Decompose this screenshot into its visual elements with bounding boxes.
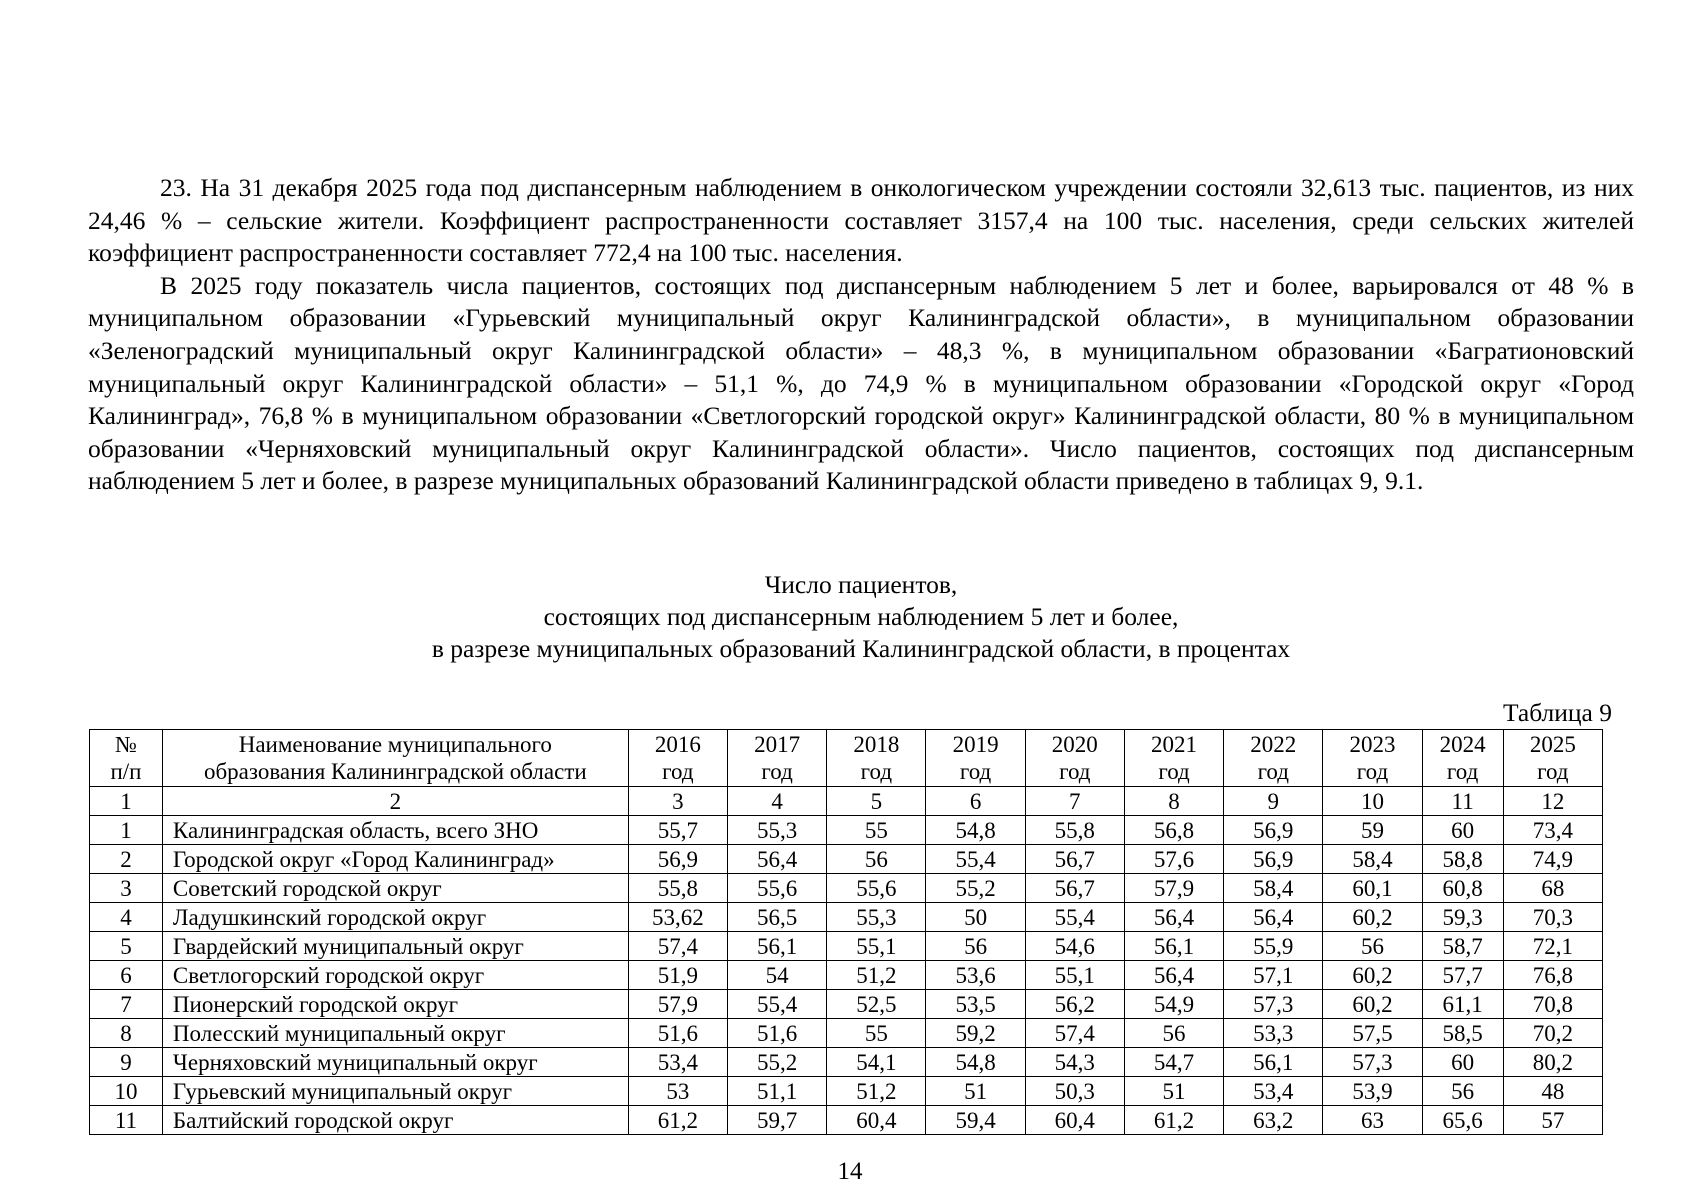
cell-value: 56,2	[1025, 990, 1124, 1019]
header-year-value: 2023	[1349, 732, 1396, 757]
cell-value: 55,2	[926, 874, 1025, 903]
table-title-line-2: состоящих под диспансерным наблюдением 5 лет и более,	[543, 602, 1179, 631]
cell-value: 51	[1124, 1077, 1223, 1106]
cell-value: 60,2	[1323, 903, 1422, 932]
cell-value: 56	[1422, 1077, 1503, 1106]
cell-value: 55	[827, 1019, 926, 1048]
body-text	[88, 172, 1634, 498]
column-number: 5	[827, 787, 926, 816]
cell-value: 55,4	[727, 990, 826, 1019]
table-body	[90, 816, 1603, 1135]
cell-value: 63	[1323, 1106, 1422, 1135]
table-row	[90, 1019, 1603, 1048]
header-year-2017	[727, 730, 826, 787]
row-name: Пионерский городской округ	[162, 990, 628, 1019]
cell-value: 74,9	[1503, 845, 1602, 874]
cell-value: 57,5	[1323, 1019, 1422, 1048]
header-year-value: 2018	[853, 732, 900, 757]
header-year-value: 2022	[1250, 732, 1297, 757]
cell-value: 61,2	[628, 1106, 727, 1135]
cell-value: 58,7	[1422, 932, 1503, 961]
header-year-suffix: год	[959, 759, 992, 784]
cell-value: 80,2	[1503, 1048, 1602, 1077]
cell-value: 53,4	[1224, 1077, 1323, 1106]
cell-value: 56,9	[628, 845, 727, 874]
column-number-row	[90, 787, 1603, 816]
row-number: 2	[90, 845, 163, 874]
table-title-line-3: в разрезе муниципальных образований Калининградской области, в процентах	[431, 634, 1291, 663]
row-name: Ладушкинский городской округ	[162, 903, 628, 932]
header-year-suffix: год	[1537, 759, 1569, 784]
row-name: Светлогорский городской округ	[162, 961, 628, 990]
cell-value: 70,3	[1503, 903, 1602, 932]
cell-value: 56,4	[727, 845, 826, 874]
header-year-2019	[926, 730, 1025, 787]
cell-value: 56,7	[1025, 874, 1124, 903]
cell-value: 54,7	[1124, 1048, 1223, 1077]
cell-value: 57,7	[1422, 961, 1503, 990]
row-number: 1	[90, 816, 163, 845]
cell-value: 50,3	[1025, 1077, 1124, 1106]
table-row	[90, 1048, 1603, 1077]
cell-value: 72,1	[1503, 932, 1602, 961]
header-year-2018	[827, 730, 926, 787]
row-name: Полесский муниципальный округ	[162, 1019, 628, 1048]
header-year-value: 2025	[1529, 732, 1576, 757]
header-number	[90, 730, 163, 787]
header-year-2023	[1323, 730, 1422, 787]
header-year-2021	[1124, 730, 1223, 787]
cell-value: 53,4	[628, 1048, 727, 1077]
table-row	[90, 1106, 1603, 1135]
cell-value: 59,2	[926, 1019, 1025, 1048]
cell-value: 76,8	[1503, 961, 1602, 990]
header-year-2016	[628, 730, 727, 787]
cell-value: 61,2	[1124, 1106, 1223, 1135]
row-name: Гурьевский муниципальный округ	[162, 1077, 628, 1106]
row-name: Черняховский муниципальный округ	[162, 1048, 628, 1077]
column-number: 9	[1224, 787, 1323, 816]
header-year-suffix: год	[1446, 759, 1479, 784]
cell-value: 60,4	[827, 1106, 926, 1135]
cell-value: 57,4	[1025, 1019, 1124, 1048]
row-number: 8	[90, 1019, 163, 1048]
row-number: 9	[90, 1048, 163, 1077]
column-number: 7	[1025, 787, 1124, 816]
cell-value: 56,1	[1124, 932, 1223, 961]
cell-value: 58,5	[1422, 1019, 1503, 1048]
cell-value: 56,1	[1224, 1048, 1323, 1077]
cell-value: 53,6	[926, 961, 1025, 990]
table-row	[90, 990, 1603, 1019]
header-year-value: 2016	[654, 732, 701, 757]
cell-value: 52,5	[827, 990, 926, 1019]
cell-value: 51,6	[727, 1019, 826, 1048]
cell-value: 73,4	[1503, 816, 1602, 845]
cell-value: 60	[1422, 816, 1503, 845]
cell-value: 53	[628, 1077, 727, 1106]
cell-value: 57,4	[628, 932, 727, 961]
header-name-line-2: образования Калининградской области	[203, 759, 587, 784]
row-name: Балтийский городской округ	[162, 1106, 628, 1135]
column-number: 11	[1422, 787, 1503, 816]
row-name: Городской округ «Город Калининград»	[162, 845, 628, 874]
header-year-suffix: год	[662, 759, 694, 784]
table-row	[90, 874, 1603, 903]
table-title-line-1: Число пациентов,	[764, 570, 958, 599]
row-number: 6	[90, 961, 163, 990]
cell-value: 56,7	[1025, 845, 1124, 874]
cell-value: 70,2	[1503, 1019, 1602, 1048]
cell-value: 54	[727, 961, 826, 990]
header-year-2022	[1224, 730, 1323, 787]
cell-value: 53,3	[1224, 1019, 1323, 1048]
cell-value: 55,1	[827, 932, 926, 961]
cell-value: 68	[1503, 874, 1602, 903]
cell-value: 54,3	[1025, 1048, 1124, 1077]
header-year-suffix: год	[1158, 759, 1190, 784]
header-year-suffix: год	[1257, 759, 1289, 784]
row-number: 3	[90, 874, 163, 903]
cell-value: 54,6	[1025, 932, 1124, 961]
table-row	[90, 845, 1603, 874]
cell-value: 51,2	[827, 1077, 926, 1106]
cell-value: 55,4	[926, 845, 1025, 874]
cell-value: 55,4	[1025, 903, 1124, 932]
header-year-2025	[1503, 730, 1602, 787]
cell-value: 51,1	[727, 1077, 826, 1106]
cell-value: 55,9	[1224, 932, 1323, 961]
table-row	[90, 816, 1603, 845]
cell-value: 56,4	[1124, 961, 1223, 990]
cell-value: 51,9	[628, 961, 727, 990]
header-year-suffix: год	[1356, 759, 1389, 784]
cell-value: 58,8	[1422, 845, 1503, 874]
cell-value: 56	[827, 845, 926, 874]
column-number: 12	[1503, 787, 1602, 816]
table-label: Таблица 9	[1502, 698, 1612, 727]
cell-value: 57,6	[1124, 845, 1223, 874]
cell-value: 57,3	[1323, 1048, 1422, 1077]
cell-value: 56,4	[1224, 903, 1323, 932]
cell-value: 56	[926, 932, 1025, 961]
cell-value: 60,2	[1323, 961, 1422, 990]
cell-value: 60,1	[1323, 874, 1422, 903]
row-name: Советский городской округ	[162, 874, 628, 903]
cell-value: 56,9	[1224, 816, 1323, 845]
header-year-value: 2019	[952, 732, 999, 757]
cell-value: 55	[827, 816, 926, 845]
header-year-suffix: год	[1059, 759, 1091, 784]
cell-value: 55,3	[727, 816, 826, 845]
cell-value: 57,9	[1124, 874, 1223, 903]
header-year-value: 2017	[754, 732, 801, 757]
column-number: 10	[1323, 787, 1422, 816]
cell-value: 70,8	[1503, 990, 1602, 1019]
cell-value: 57	[1503, 1106, 1602, 1135]
cell-value: 48	[1503, 1077, 1602, 1106]
row-name: Гвардейский муниципальный округ	[162, 932, 628, 961]
table-row	[90, 961, 1603, 990]
cell-value: 58,4	[1323, 845, 1422, 874]
cell-value: 58,4	[1224, 874, 1323, 903]
cell-value: 55,6	[827, 874, 926, 903]
cell-value: 50	[926, 903, 1025, 932]
page-number: 14	[837, 1158, 863, 1185]
cell-value: 55,8	[628, 874, 727, 903]
cell-value: 54,1	[827, 1048, 926, 1077]
cell-value: 60,2	[1323, 990, 1422, 1019]
row-number: 4	[90, 903, 163, 932]
cell-value: 56,4	[1124, 903, 1223, 932]
cell-value: 57,1	[1224, 961, 1323, 990]
cell-value: 51,2	[827, 961, 926, 990]
table-row	[90, 1077, 1603, 1106]
row-number: 11	[90, 1106, 163, 1135]
column-number: 6	[926, 787, 1025, 816]
cell-value: 59,3	[1422, 903, 1503, 932]
cell-value: 53,9	[1323, 1077, 1422, 1106]
cell-value: 56,9	[1224, 845, 1323, 874]
row-number: 10	[90, 1077, 163, 1106]
cell-value: 65,6	[1422, 1106, 1503, 1135]
cell-value: 51	[926, 1077, 1025, 1106]
column-number: 8	[1124, 787, 1223, 816]
cell-value: 56	[1124, 1019, 1223, 1048]
header-year-2020	[1025, 730, 1124, 787]
cell-value: 53,62	[628, 903, 727, 932]
header-year-2024	[1422, 730, 1503, 787]
paragraph-1: 23. На 31 декабря 2025 года под диспансерным наблюдением в онкологическом учреждении состояли 32,613 тыс. пациентов, из них 24,46 % – сельские жители. Коэффициент распространенности составляет 3157,4 на 100 тыс. населения, среди сельских жителей коэффициент распространенности составляет 772,4 на 100 тыс. населения.	[88, 173, 1634, 268]
header-number-line-2: п/п	[110, 759, 142, 784]
cell-value: 60	[1422, 1048, 1503, 1077]
cell-value: 57,3	[1224, 990, 1323, 1019]
cell-value: 55,7	[628, 816, 727, 845]
cell-value: 56	[1323, 932, 1422, 961]
column-number: 2	[162, 787, 628, 816]
table-row	[90, 932, 1603, 961]
cell-value: 60,8	[1422, 874, 1503, 903]
data-table	[89, 729, 1603, 1135]
row-name: Калининградская область, всего ЗНО	[162, 816, 628, 845]
header-number-line-1: №	[114, 732, 137, 757]
column-number: 3	[628, 787, 727, 816]
cell-value: 56,8	[1124, 816, 1223, 845]
cell-value: 54,8	[926, 816, 1025, 845]
column-number: 1	[90, 787, 163, 816]
cell-value: 57,9	[628, 990, 727, 1019]
cell-value: 63,2	[1224, 1106, 1323, 1135]
cell-value: 56,1	[727, 932, 826, 961]
table-title	[88, 569, 1634, 665]
header-year-suffix: год	[761, 759, 793, 784]
row-number: 7	[90, 990, 163, 1019]
header-year-suffix: год	[860, 759, 893, 784]
cell-value: 55,3	[827, 903, 926, 932]
cell-value: 55,6	[727, 874, 826, 903]
paragraph-2: В 2025 году показатель числа пациентов, состоящих под диспансерным наблюдением 5 лет и более, варьировался от 48 % в муниципальном образовании «Гурьевский муниципальный округ Калининградской области», в муниципальном образовании «Зеленоградский муниципальный округ Калининградской области» – 48,3 %, в муниципальном образовании «Багратионовский муниципальный округ Калининградской области» – 51,1 %, до 74,9 % в муниципальном образовании «Городской округ «Город Калининград», 76,8 % в муниципальном образовании «Светлогорский городской округ» Калининградской области, 80 % в муниципальном образовании «Черняховский муниципальный округ Калининградской области». Число пациентов, состоящих под диспансерным наблюдением 5 лет и более, в разрезе муниципальных образований Калининградской области приведено в таблицах 9, 9.1.	[88, 270, 1634, 496]
cell-value: 59,7	[727, 1106, 826, 1135]
header-name-line-1: Наименование муниципального	[238, 732, 552, 757]
cell-value: 59	[1323, 816, 1422, 845]
cell-value: 54,9	[1124, 990, 1223, 1019]
cell-value: 54,8	[926, 1048, 1025, 1077]
header-year-value: 2021	[1151, 732, 1198, 757]
header-year-value: 2020	[1051, 732, 1098, 757]
column-number: 4	[727, 787, 826, 816]
header-name	[162, 730, 628, 787]
header-year-value: 2024	[1439, 732, 1486, 757]
cell-value: 56,5	[727, 903, 826, 932]
row-number: 5	[90, 932, 163, 961]
table-row	[90, 903, 1603, 932]
cell-value: 51,6	[628, 1019, 727, 1048]
cell-value: 61,1	[1422, 990, 1503, 1019]
cell-value: 55,8	[1025, 816, 1124, 845]
cell-value: 59,4	[926, 1106, 1025, 1135]
cell-value: 55,2	[727, 1048, 826, 1077]
cell-value: 60,4	[1025, 1106, 1124, 1135]
header-row	[90, 730, 1603, 787]
cell-value: 53,5	[926, 990, 1025, 1019]
cell-value: 55,1	[1025, 961, 1124, 990]
